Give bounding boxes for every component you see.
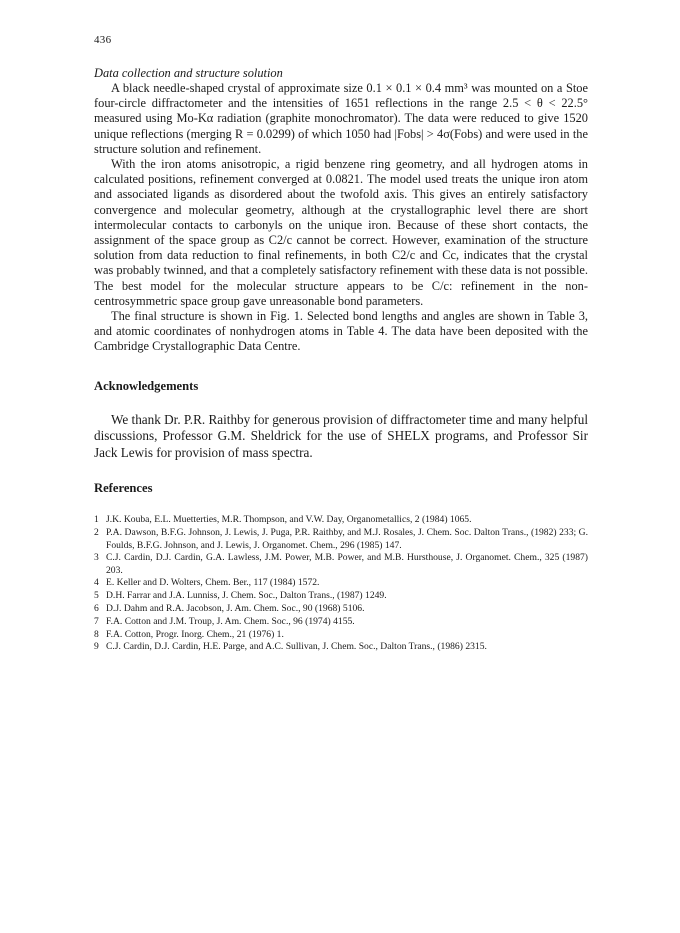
reference-text: F.A. Cotton, Progr. Inorg. Chem., 21 (1976) 1.	[106, 628, 284, 640]
reference-item	[94, 527, 588, 552]
reference-number: 5	[94, 590, 99, 602]
reference-text: E. Keller and D. Wolters, Chem. Ber., 117 (1984) 1572.	[106, 577, 320, 589]
reference-number: 1	[94, 514, 99, 526]
reference-number: 4	[94, 577, 99, 589]
reference-item	[94, 603, 588, 615]
paragraph-data-collection: A black needle-shaped crystal of approximate size 0.1 × 0.1 × 0.4 mm³ was mounted on a Stoe four-circle diffractometer and the intensities of 1651 reflections in the range 2.5 < θ < 22.5° measured using Mo-Kα radiation (graphite monochromator). The data were reduced to give 1520 unique reflections (merging R = 0.0299) of which 1050 had |Fobs| > 4σ(Fobs) and were used in the structure solution and refinement.	[94, 81, 588, 156]
references-list	[94, 514, 588, 653]
reference-number: 6	[94, 603, 99, 615]
reference-item	[94, 629, 588, 641]
section-heading-data-collection: Data collection and structure solution	[94, 66, 283, 80]
page-body	[94, 66, 588, 654]
paragraph-refinement: With the iron atoms anisotropic, a rigid benzene ring geometry, and all hydrogen atoms in calculated positions, refinement converged at 0.0821. The model used treats the unique iron atom and associated ligands as disordered about the twofold axis. This gives an entirely satisfactory convergence and molecular geometry, although at the crystallographic level there are short intermolecular contacts to carbonyls on the unique iron. Because of these short contacts, the assignment of the space group as C2/c cannot be correct. However, examination of the structure solution from data reduction to final refinements, in both C2/c and Cc, indicates that the crystal was probably twinned, and that a completely satisfactory refinement with these data is not possible. The best model for the molecular structure appears to be C/c: refinement in the non-centrosymmetric space group gave unreasonable bond parameters.	[94, 157, 588, 308]
reference-number: 2	[94, 527, 99, 539]
acknowledgements-heading: Acknowledgements	[94, 378, 199, 393]
reference-item	[94, 641, 588, 653]
reference-number: 7	[94, 615, 99, 627]
paragraph-final-structure: The final structure is shown in Fig. 1. Selected bond lengths and angles are shown in Table 3, and atomic coordinates of nonhydrogen atoms in Table 4. The data have been deposited with the Cambridge Crystallographic Data Centre.	[94, 309, 588, 354]
reference-item	[94, 552, 588, 577]
reference-text: J.K. Kouba, E.L. Muetterties, M.R. Thompson, and V.W. Day, Organometallics, 2 (1984) 1065.	[106, 514, 472, 526]
reference-item	[94, 577, 588, 589]
page-number: 436	[94, 34, 112, 46]
reference-item	[94, 616, 588, 628]
reference-text: F.A. Cotton and J.M. Troup, J. Am. Chem. Soc., 96 (1974) 4155.	[106, 615, 355, 627]
reference-text: D.H. Farrar and J.A. Lunniss, J. Chem. Soc., Dalton Trans., (1987) 1249.	[106, 590, 387, 602]
reference-text: C.J. Cardin, D.J. Cardin, G.A. Lawless, J.M. Power, M.B. Power, and M.B. Hursthouse, J. Organomet. Chem., 325 (1987) 203.	[106, 552, 588, 576]
reference-text: D.J. Dahm and R.A. Jacobson, J. Am. Chem. Soc., 90 (1968) 5106.	[106, 603, 365, 615]
reference-number: 9	[94, 641, 99, 653]
reference-text: P.A. Dawson, B.F.G. Johnson, J. Lewis, J. Puga, P.R. Raithby, and M.J. Rosales, J. Chem. Soc. Dalton Trans., (1982) 233; G. Foulds, B.F.G. Johnson, and J. Lewis, J. Organomet. Chem., 296 (1985) 147.	[106, 527, 588, 551]
reference-item	[94, 514, 588, 526]
references-heading: References	[94, 481, 153, 496]
acknowledgements-text: We thank Dr. P.R. Raithby for generous provision of diffractometer time and many helpful discussions, Professor G.M. Sheldrick for the use of SHELX programs, and Professor Sir Jack Lewis for provision of mass spectra.	[94, 411, 589, 460]
reference-text: C.J. Cardin, D.J. Cardin, H.E. Parge, and A.C. Sullivan, J. Chem. Soc., Dalton Trans., (1986) 2315.	[106, 641, 487, 653]
reference-number: 8	[94, 628, 99, 640]
reference-item	[94, 590, 588, 602]
reference-number: 3	[94, 552, 99, 564]
